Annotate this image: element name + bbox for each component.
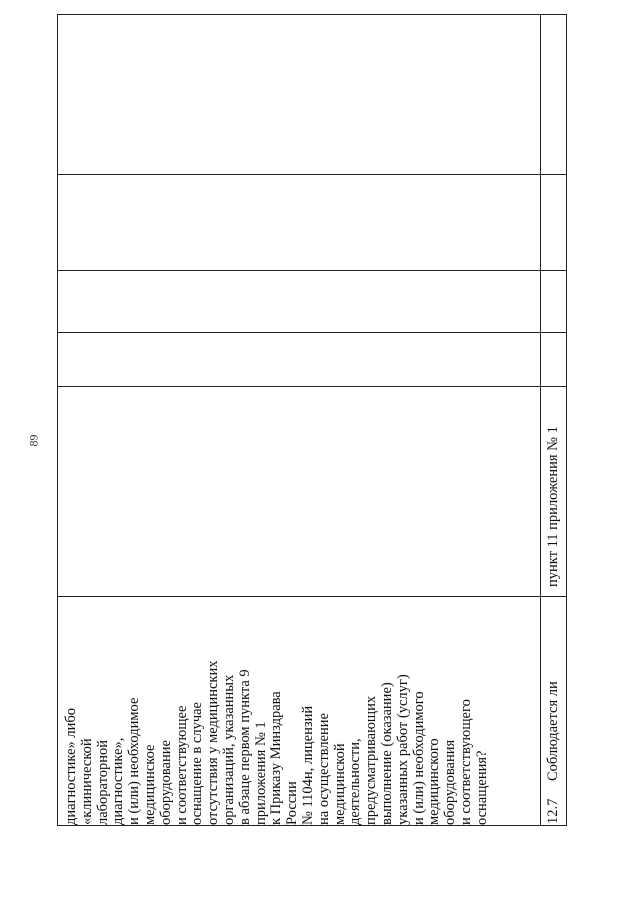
question-line: диагностике», bbox=[110, 737, 127, 825]
table-divider-number-column bbox=[540, 14, 541, 826]
question-line: выполнение (оказание) bbox=[378, 682, 395, 825]
question-line: оборудование bbox=[157, 740, 174, 825]
table-border-top bbox=[57, 14, 58, 826]
table-divider-reference-column bbox=[57, 386, 567, 387]
table-row-edge-bottom bbox=[57, 825, 567, 826]
question-line: медицинской bbox=[331, 743, 348, 825]
question-line: лабораторной bbox=[94, 739, 111, 825]
question-line: организаций, указанных bbox=[220, 674, 237, 825]
question-line: России bbox=[284, 781, 301, 825]
question-line: к Приказу Минздрава bbox=[268, 691, 285, 825]
question-text: Соблюдается ли bbox=[545, 681, 561, 781]
table-divider-question-column bbox=[57, 596, 567, 597]
question-line: № 1104н, лицензий bbox=[299, 705, 316, 825]
table-cell-row-number bbox=[546, 799, 562, 824]
table-cell-question-continued bbox=[64, 661, 491, 825]
table-divider-answer-col-2 bbox=[57, 270, 567, 271]
question-line: приложения № 1 bbox=[252, 721, 269, 825]
question-line: и (или) необходимого bbox=[410, 691, 427, 825]
question-line: предусматривающих bbox=[363, 695, 380, 825]
question-line: в абзаце первом пункта 9 bbox=[236, 669, 253, 825]
table-divider-answer-col-1 bbox=[57, 332, 567, 333]
question-line: оснащение в случае bbox=[189, 702, 206, 825]
question-line: отсутствия у медицинских bbox=[205, 660, 222, 825]
question-line: медицинское bbox=[141, 744, 158, 825]
question-line: и (или) необходимое bbox=[126, 697, 143, 825]
question-line: на осуществление bbox=[315, 713, 332, 825]
question-line: «клинической bbox=[78, 738, 95, 825]
question-line: и соответствующее bbox=[173, 705, 190, 825]
question-line: деятельности, bbox=[347, 738, 364, 825]
page-number: 89 bbox=[26, 434, 41, 447]
table-row-edge-top bbox=[57, 14, 567, 15]
table-cell-question bbox=[546, 681, 562, 781]
question-line: и соответствующего bbox=[457, 699, 474, 825]
table-cell-reference bbox=[546, 426, 562, 587]
reference-text: пункт 11 приложения № 1 bbox=[545, 426, 561, 587]
question-line: медицинского bbox=[426, 738, 443, 825]
table-border-bottom bbox=[566, 14, 567, 826]
question-line: диагностике» либо bbox=[63, 707, 79, 825]
row-number: 12.7 bbox=[545, 798, 561, 824]
question-line: оборудования bbox=[442, 739, 459, 825]
question-line: указанных работ (услуг) bbox=[394, 674, 411, 825]
table-divider-answer-col-3 bbox=[57, 174, 567, 175]
question-line: оснащения? bbox=[473, 750, 490, 825]
